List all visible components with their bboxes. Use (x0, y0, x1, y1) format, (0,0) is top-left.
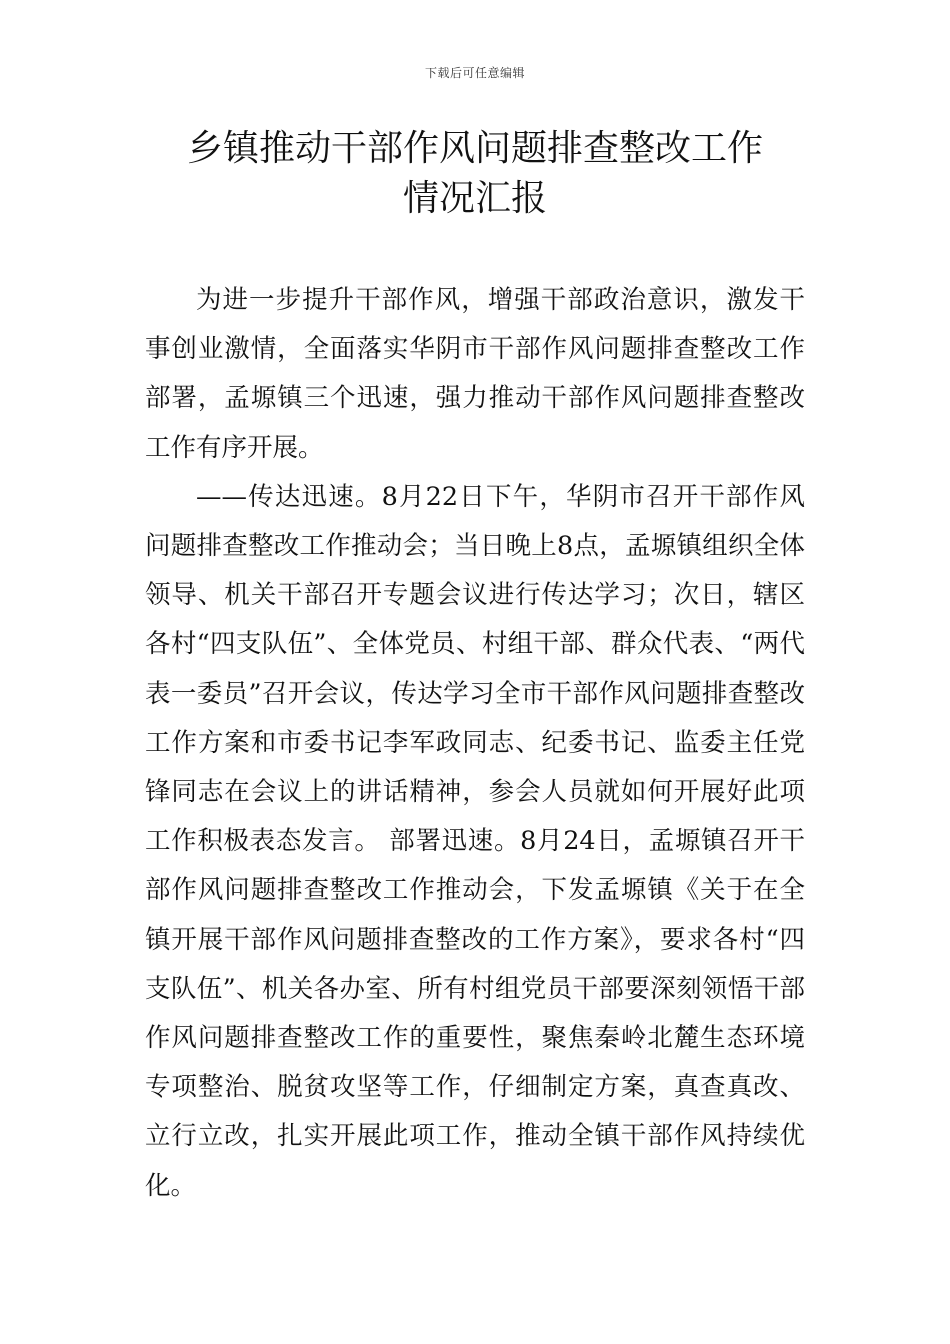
header-note: 下载后可任意编辑 (424, 66, 525, 80)
title-line-2: 情况汇报 (402, 178, 547, 219)
document-body (145, 276, 805, 1211)
paragraph-details: ——传达迅速。8月22日下午，华阴市召开干部作风问题排查整改工作推动会；当日晚上8点，孟塬镇组织全体领导、机关干部召开专题会议进行传达学习；次日，辖区各村“四支队伍”、全体党员、村组干部、群众代表、“两代表一委员”召开会议，传达学习全市干部作风问题排查整改工作方案和市委书记李军政同志、纪委书记、监委主任党锋同志在会议上的讲话精神，参会人员就如何开展好此项工作积极表态发言。 部署迅速。8月24日，孟塬镇召开干部作风问题排查整改工作推动会，下发孟塬镇《关于在全镇开展干部作风问题排查整改的工作方案》，要求各村“四支队伍”、机关各办室、所有村组党员干部要深刻领悟干部作风问题排查整改工作的重要性，聚焦秦岭北麓生态环境专项整治、脱贫攻坚等工作，仔细制定方案，真查真改、立行立改，扎实开展此项工作，推动全镇干部作风持续优化。 (145, 481, 805, 1201)
title-line-1: 乡镇推动干部作风问题排查整改工作 (186, 128, 763, 169)
document-title (0, 124, 950, 224)
paragraph-intro: 为进一步提升干部作风，增强干部政治意识，激发干事创业激情，全面落实华阴市干部作风问题排查整改工作部署，孟塬镇三个迅速，强力推动干部作风问题排查整改工作有序开展。 (145, 285, 805, 463)
